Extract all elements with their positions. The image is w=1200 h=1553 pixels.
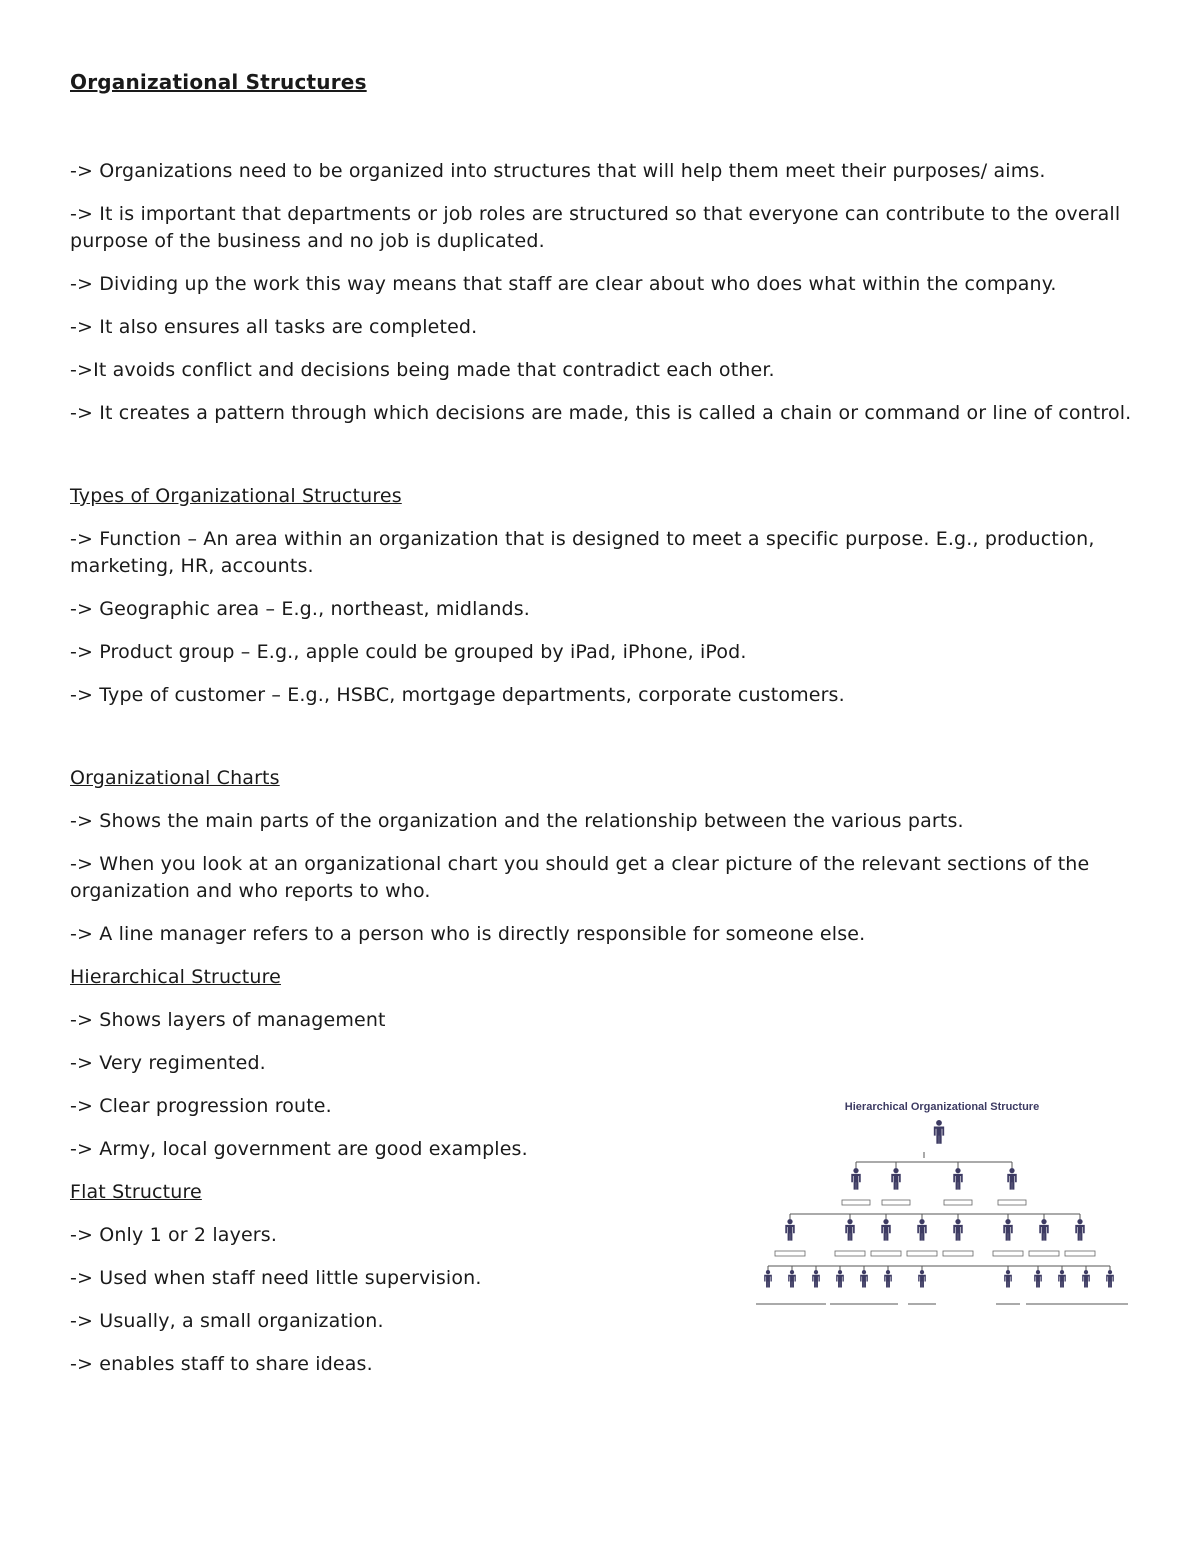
- name-box: [871, 1251, 901, 1256]
- person-icon: [1034, 1270, 1042, 1288]
- types-bullet: -> Type of customer – E.g., HSBC, mortgage departments, corporate customers.: [70, 684, 845, 706]
- types-heading: Types of Organizational Structures: [70, 485, 402, 507]
- person-icon: [812, 1270, 820, 1288]
- connector-lines: [756, 1152, 1128, 1304]
- person-icon: [785, 1219, 794, 1241]
- flat-bullet: -> Only 1 or 2 layers.: [70, 1224, 278, 1246]
- name-box: [835, 1251, 865, 1256]
- hierarchy-diagram-svg: [756, 1094, 1128, 1310]
- person-icon: [881, 1219, 890, 1241]
- hierarchical-bullet: -> Shows layers of management: [70, 1009, 386, 1031]
- flat-bullet: -> Usually, a small organization.: [70, 1310, 384, 1332]
- name-box: [998, 1200, 1026, 1205]
- types-bullet: -> Function – An area within an organization that is designed to meet a specific purpose. E.g., production, marketing, HR, accounts.: [70, 528, 1095, 577]
- hierarchical-bullet: -> Army, local government are good examples.: [70, 1138, 528, 1160]
- charts-heading: Organizational Charts: [70, 767, 280, 789]
- hierarchical-bullet: -> Clear progression route.: [70, 1095, 332, 1117]
- intro-bullet: -> Organizations need to be organized into structures that will help them meet their purposes/ aims.: [70, 160, 1046, 182]
- person-icon: [953, 1168, 962, 1190]
- person-icon: [851, 1168, 860, 1190]
- name-box: [907, 1251, 937, 1256]
- name-box: [944, 1200, 972, 1205]
- name-box: [1065, 1251, 1095, 1256]
- hierarchical-bullet: -> Very regimented.: [70, 1052, 266, 1074]
- intro-bullet: -> Dividing up the work this way means that staff are clear about who does what within the company.: [70, 273, 1057, 295]
- charts-bullet: -> When you look at an organizational chart you should get a clear picture of the relevant sections of the organization and who reports to who.: [70, 853, 1090, 902]
- person-icon: [918, 1270, 926, 1288]
- charts-bullet: -> Shows the main parts of the organization and the relationship between the various parts.: [70, 810, 964, 832]
- person-icons: [764, 1120, 1114, 1288]
- person-icon: [1058, 1270, 1066, 1288]
- person-icon: [1007, 1168, 1016, 1190]
- person-icon: [953, 1219, 962, 1241]
- person-icon: [917, 1219, 926, 1241]
- diagram-title: Hierarchical Organizational Structure: [844, 1101, 1040, 1113]
- person-icon: [845, 1219, 854, 1241]
- flat-heading: Flat Structure: [70, 1181, 202, 1203]
- person-icon: [788, 1270, 796, 1288]
- document-title: Organizational Structures: [70, 70, 367, 94]
- hierarchy-diagram: [756, 1094, 1128, 1310]
- person-icon: [934, 1120, 944, 1144]
- person-icon: [1004, 1270, 1012, 1288]
- person-icon: [836, 1270, 844, 1288]
- name-box: [943, 1251, 973, 1256]
- intro-bullet: ->It avoids conflict and decisions being made that contradict each other.: [70, 359, 775, 381]
- name-box: [842, 1200, 870, 1205]
- intro-bullet: -> It is important that departments or job roles are structured so that everyone can contribute to the overall purpose of the business and no job is duplicated.: [70, 203, 1121, 252]
- person-icon: [764, 1270, 772, 1288]
- name-box: [775, 1251, 805, 1256]
- charts-bullet: -> A line manager refers to a person who is directly responsible for someone else.: [70, 923, 866, 945]
- person-icon: [1106, 1270, 1114, 1288]
- intro-bullet: -> It also ensures all tasks are completed.: [70, 316, 478, 338]
- person-icon: [1082, 1270, 1090, 1288]
- person-icon: [1075, 1219, 1084, 1241]
- name-box: [882, 1200, 910, 1205]
- name-box: [1029, 1251, 1059, 1256]
- types-bullet: -> Geographic area – E.g., northeast, midlands.: [70, 598, 530, 620]
- person-icon: [860, 1270, 868, 1288]
- intro-bullet: -> It creates a pattern through which decisions are made, this is called a chain or command or line of control.: [70, 402, 1132, 424]
- name-box: [993, 1251, 1023, 1256]
- types-bullet: -> Product group – E.g., apple could be grouped by iPad, iPhone, iPod.: [70, 641, 747, 663]
- person-icon: [884, 1270, 892, 1288]
- person-icon: [1003, 1219, 1012, 1241]
- flat-bullet: -> enables staff to share ideas.: [70, 1353, 373, 1375]
- flat-bullet: -> Used when staff need little supervision.: [70, 1267, 482, 1289]
- person-icon: [1039, 1219, 1048, 1241]
- person-icon: [891, 1168, 900, 1190]
- hierarchical-heading: Hierarchical Structure: [70, 966, 281, 988]
